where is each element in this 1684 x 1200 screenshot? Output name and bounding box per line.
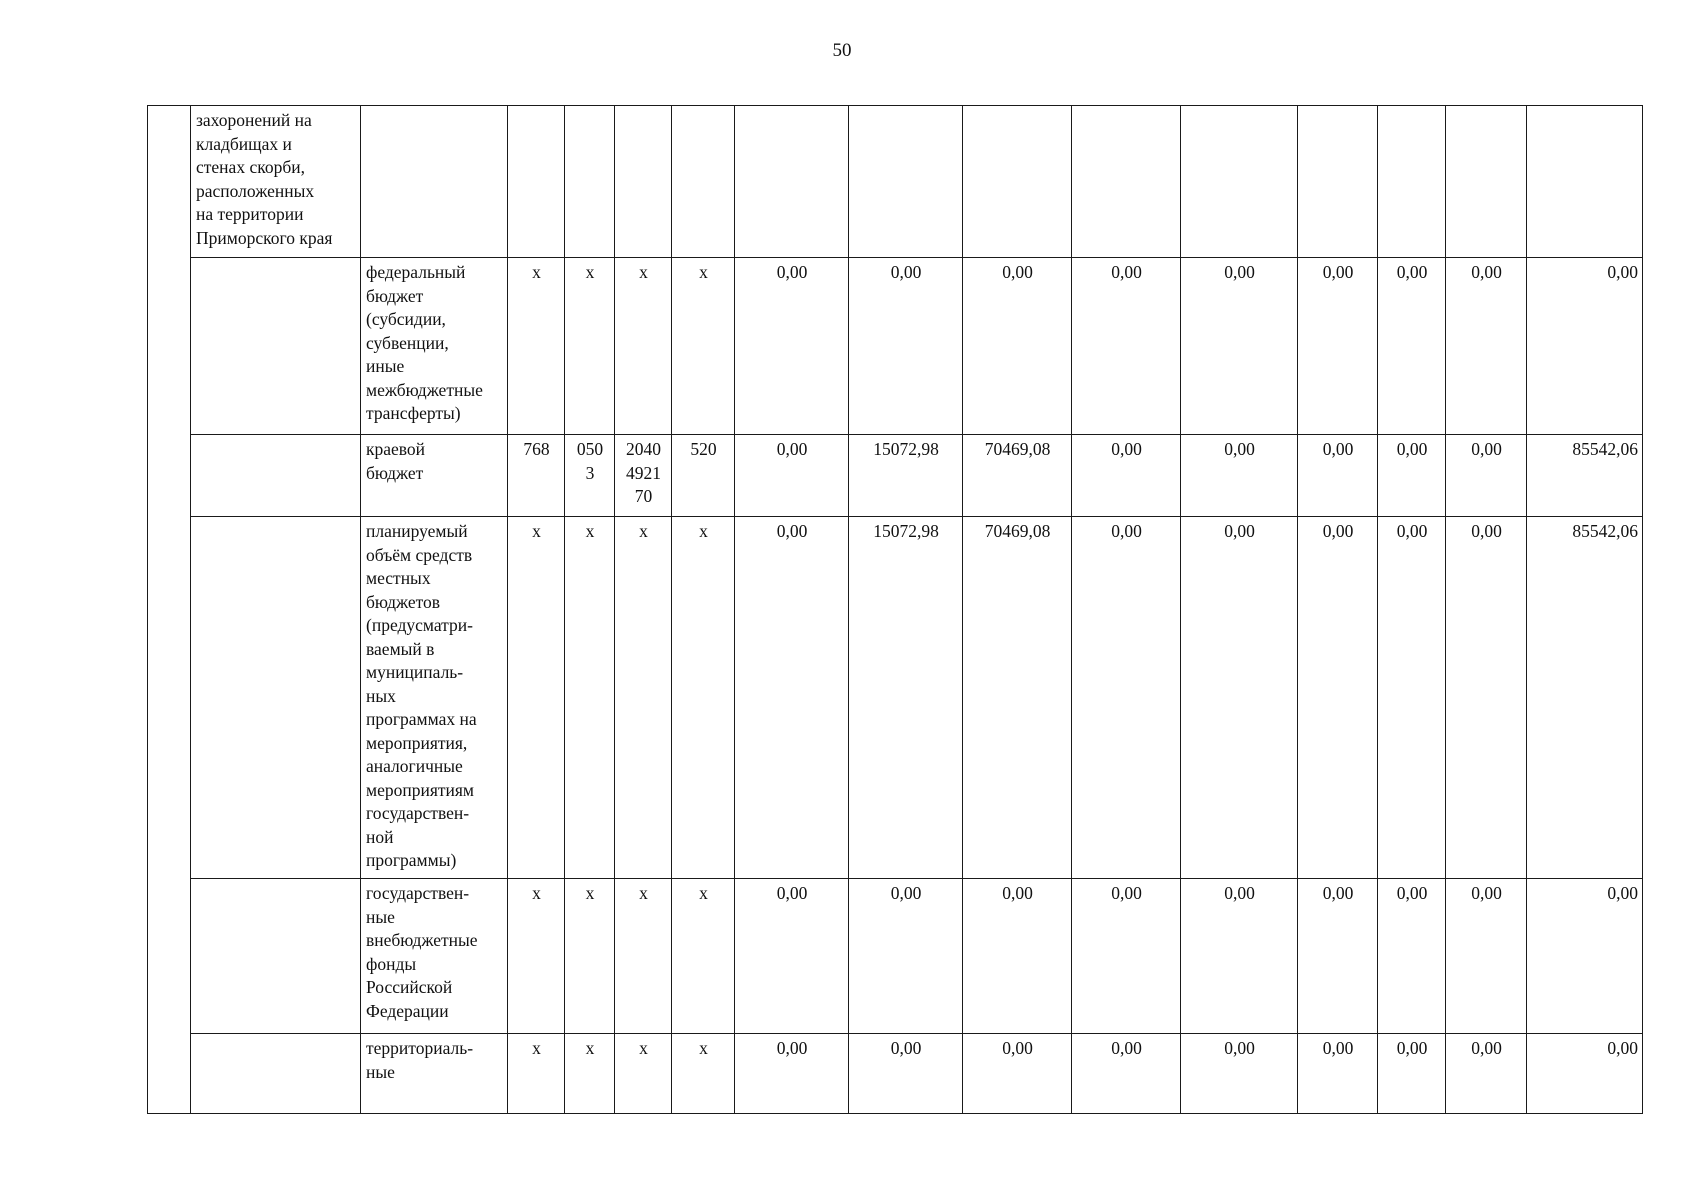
empty-cell: [672, 106, 735, 258]
code-cell: x: [672, 879, 735, 1034]
value-cell: 0,00: [1378, 1034, 1446, 1114]
code-cell: x: [508, 879, 565, 1034]
budget-table: [147, 105, 1643, 1114]
value-cell: 0,00: [1298, 1034, 1378, 1114]
value-cell: 0,00: [735, 517, 849, 879]
code-cell: x: [672, 517, 735, 879]
table-row: [148, 1034, 1643, 1114]
table-row: [148, 435, 1643, 517]
table-row: [148, 258, 1643, 435]
number-cell: [148, 106, 191, 1114]
value-cell: 0,00: [849, 1034, 963, 1114]
empty-cell: [615, 106, 672, 258]
empty-cell: [191, 435, 361, 517]
code-cell: 768: [508, 435, 565, 517]
empty-cell: [508, 106, 565, 258]
value-cell: 0,00: [1446, 879, 1527, 1034]
value-cell: 0,00: [735, 879, 849, 1034]
value-cell: 0,00: [963, 879, 1072, 1034]
value-cell: 0,00: [1181, 879, 1298, 1034]
code-cell: x: [508, 517, 565, 879]
code-cell: x: [565, 258, 615, 435]
empty-cell: [735, 106, 849, 258]
activity-name-cell: захоронений на кладбищах и стенах скорби, расположенных на территории Приморского края: [191, 106, 361, 258]
code-cell: x: [615, 879, 672, 1034]
code-cell: x: [672, 258, 735, 435]
value-cell: 85542,06: [1527, 517, 1643, 879]
empty-cell: [1446, 106, 1527, 258]
value-cell: 0,00: [735, 258, 849, 435]
empty-cell: [1378, 106, 1446, 258]
value-cell: 0,00: [1378, 258, 1446, 435]
value-cell: 15072,98: [849, 517, 963, 879]
empty-cell: [191, 258, 361, 435]
value-cell: 70469,08: [963, 435, 1072, 517]
funding-source-cell: планируемый объём средств местных бюджетов (предусматри- ваемый в муниципаль- ных программах на мероприятия, аналогичные мероприятиям государствен- ной программы): [361, 517, 508, 879]
value-cell: 0,00: [1527, 879, 1643, 1034]
empty-cell: [361, 106, 508, 258]
value-cell: 0,00: [849, 879, 963, 1034]
code-cell: 2040 4921 70: [615, 435, 672, 517]
empty-cell: [565, 106, 615, 258]
value-cell: 0,00: [1181, 435, 1298, 517]
value-cell: 0,00: [1072, 517, 1181, 879]
value-cell: 0,00: [1072, 258, 1181, 435]
code-cell: x: [615, 258, 672, 435]
value-cell: 0,00: [1072, 879, 1181, 1034]
value-cell: 0,00: [1527, 258, 1643, 435]
code-cell: x: [615, 517, 672, 879]
value-cell: 15072,98: [849, 435, 963, 517]
value-cell: 0,00: [1181, 1034, 1298, 1114]
value-cell: 70469,08: [963, 517, 1072, 879]
value-cell: 0,00: [1446, 517, 1527, 879]
value-cell: 0,00: [1378, 879, 1446, 1034]
value-cell: 0,00: [1446, 1034, 1527, 1114]
value-cell: 0,00: [1527, 1034, 1643, 1114]
code-cell: x: [565, 517, 615, 879]
value-cell: 0,00: [1181, 517, 1298, 879]
code-cell: x: [565, 879, 615, 1034]
empty-cell: [1298, 106, 1378, 258]
value-cell: 0,00: [1446, 258, 1527, 435]
value-cell: 85542,06: [1527, 435, 1643, 517]
empty-cell: [849, 106, 963, 258]
value-cell: 0,00: [735, 435, 849, 517]
funding-source-cell: территориаль- ные: [361, 1034, 508, 1114]
value-cell: 0,00: [1298, 435, 1378, 517]
value-cell: 0,00: [1378, 517, 1446, 879]
page-number: 50: [832, 40, 852, 61]
funding-source-cell: федеральный бюджет (субсидии, субвенции, иные межбюджетные трансферты): [361, 258, 508, 435]
empty-cell: [191, 1034, 361, 1114]
funding-source-cell: краевой бюджет: [361, 435, 508, 517]
value-cell: 0,00: [1446, 435, 1527, 517]
value-cell: 0,00: [849, 258, 963, 435]
empty-cell: [191, 879, 361, 1034]
empty-cell: [963, 106, 1072, 258]
value-cell: 0,00: [735, 1034, 849, 1114]
code-cell: x: [615, 1034, 672, 1114]
code-cell: 520: [672, 435, 735, 517]
value-cell: 0,00: [963, 258, 1072, 435]
table-row: [148, 517, 1643, 879]
code-cell: x: [672, 1034, 735, 1114]
value-cell: 0,00: [1072, 435, 1181, 517]
value-cell: 0,00: [963, 1034, 1072, 1114]
table-row: [148, 106, 1643, 258]
value-cell: 0,00: [1298, 517, 1378, 879]
funding-source-cell: государствен- ные внебюджетные фонды Российской Федерации: [361, 879, 508, 1034]
value-cell: 0,00: [1072, 1034, 1181, 1114]
code-cell: x: [508, 1034, 565, 1114]
empty-cell: [1527, 106, 1643, 258]
value-cell: 0,00: [1378, 435, 1446, 517]
empty-cell: [1181, 106, 1298, 258]
code-cell: 050 3: [565, 435, 615, 517]
value-cell: 0,00: [1181, 258, 1298, 435]
code-cell: x: [565, 1034, 615, 1114]
empty-cell: [191, 517, 361, 879]
value-cell: 0,00: [1298, 879, 1378, 1034]
value-cell: 0,00: [1298, 258, 1378, 435]
table-row: [148, 879, 1643, 1034]
code-cell: x: [508, 258, 565, 435]
empty-cell: [1072, 106, 1181, 258]
